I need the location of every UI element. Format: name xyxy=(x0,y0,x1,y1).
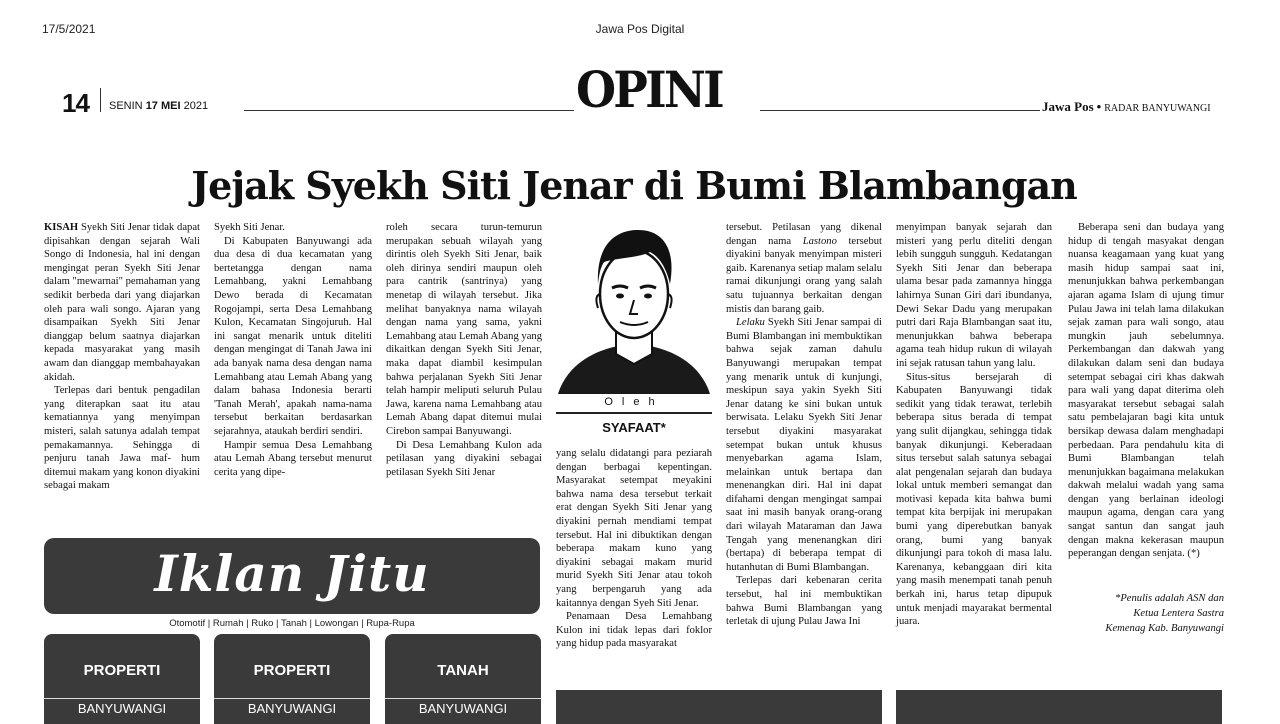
paragraph: Terlepas dari kebenaran cerita tersebut, hal ini membuktikan bahwa Bumi Blambangan yang terletak di ujung Pulau Jawa Ini xyxy=(726,575,882,628)
paragraph: menyimpan banyak sejarah dan misteri yang perlu diteliti dengan lebih sungguh sungguh. Kedatangan Syekh Siti Jenar dan beberapa ulama besar pada zamannya hingga lahirnya Sunan Giri dari ibundanya, Dewi Sekar Dadu yang merupakan putri dari Raja Blambangan saat itu, menunjukkan bahwa beberapa agama teah hidup rukun di wilayah ini sejak ratusan tahun yang lalu. xyxy=(896,222,1052,369)
lead-word: KISAH xyxy=(44,222,79,233)
author-portrait-icon xyxy=(558,222,710,394)
paragraph: Di Kabupaten Banyuwangi ada dua desa di dua kecamatan yang bertetangga dengan nama Lemahbang, yakni Lemahbang Dewo berada di Kecamatan Rogojampi, serta Desa Lemahbang Kulon, Kecamatan Singojuruh. Hal ini sangat menarik untuk diteliti dengan mengingat di Tanah Jawa ini ada banyak nama desa dengan nama Lemahbang atau Lemah Abang yang dalam bahasa Indonesia berarti 'Tanah Merah', apakah nama-nama tersebut berkaitan berdasarkan sejarahnya, ataukah berdiri sendiri. xyxy=(214,235,372,437)
ad-box-tanah xyxy=(385,634,541,724)
author-box xyxy=(556,222,712,440)
paragraph: Beberapa seni dan budaya yang hidup di tengah masyakat dengan nuansa keagamaan yang kuat yang masih hidup sampai saat ini, menunjukkan bahwa perkembangan ajaran agama Islam di ujung timur Pulau Jawa ini telah lama dilakukan sejak zaman para wali songo, atau mungkin jauh sebelumnya. Perkembangan dan dakwah yang dilakukan dalam seni dan budaya setempat sebagai ciri khas dakwah para wali yang dapat diterima oleh masyarakat tersebut sebagai salah satu pembelajaran bagi kita untuk bersikap dewasa dalam menghadapi perbedaan. Para pendahulu kita di Bumi Blambangan telah menunjukkan bagaimana melakukan dakwah melalui wadah yang sama dengan yang berlainan ideologi maupun agama, dengan cara yang sangat santun dan sangat jauh dengan makna kekerasan maupun peperangan dengan senjata. (*) xyxy=(1068,222,1224,560)
ad-box-sub: BANYUWANGI xyxy=(44,698,200,716)
paragraph-text: tersebut diyakini banyak menyimpan misteri gaib. Karenanya setiap malam selalu ramai dikunjungi orang yang salah satu tujuannya berkaitan dengan mistis dan barang gaib. xyxy=(726,235,882,315)
bottom-dark-panel xyxy=(556,690,882,724)
ad-categories: Otomotif | Rumah | Ruko | Tanah | Lowongan | Rupa-Rupa xyxy=(169,618,415,629)
issue-year: 2021 xyxy=(183,100,209,112)
article-column-2 xyxy=(214,221,372,479)
bottom-dark-panel xyxy=(896,690,1222,724)
article-column-3b xyxy=(556,447,712,651)
page-number: 14 xyxy=(62,88,89,118)
paragraph: roleh secara turun-temurun merupakan sebuah wilayah yang dirintis oleh Syekh Siti Jenar, baik oleh dirinya sendiri maupun oleh para cantrik (santrinya) yang menetap di wilayah tersebut. Jika melihat banyaknya nama wilayah dengan nama yang sama, yakni Lemahbang atau Lemah Abang yang dikaitkan dengan Syekh Siti Jenar, maka dapat diambil kesimpulan bahwa perjalanan Syekh Siti Jenar telah hampir meliputi seluruh Pulau Jawa, karena nama Lemahbang atau Lemah Abang dapat ditemui mulai Cirebon sampai Banyuwangi. xyxy=(386,222,542,437)
paragraph xyxy=(726,221,882,316)
paragraph-text: Syekh Siti Jenar sampai di Bumi Blambangan ini membuktikan bahwa sejak zaman dahulu Banyuwangi merupakan tempat yang menarik untuk di kunjungi, meskipun saya yakin Syekh Siti Jenar datang ke sini bukan untuk berwisata. Lelaku Syekh Siti Jenar tersebut diyakini masyarakat setempat bukan untuk khusus menyebarkan agama Islam, melainkan untuk bertapa dan menenangkan diri. Hal ini dapat difahami dengan mengingat sampai saat ini masih banyak orang-orang dari wilayah Mataraman dan Jawa Tengah yang menenangkan diri (bertapa) di beberapa tempat di hutanhutan di Bumi Blambangan. xyxy=(726,317,882,573)
masthead xyxy=(62,60,1242,119)
ad-box-title: PROPERTI xyxy=(253,662,331,679)
issue-date-bold: 17 MEI xyxy=(145,100,181,112)
ad-box-sub: BANYUWANGI xyxy=(214,698,370,716)
brand-sub: RADAR BANYUWANGI xyxy=(1104,103,1211,114)
issue-day: SENIN xyxy=(109,100,143,112)
print-date: 17/5/2021 xyxy=(42,22,96,36)
italic-term: Lastono xyxy=(802,235,837,247)
author-name: SYAFAAT* xyxy=(602,420,666,435)
author-rule xyxy=(556,412,712,414)
paragraph: yang selalu didatangi para peziarah dengan berbagai kepentingan. Masyarakat setempat meyakini bahwa nama desa tersebut terkait erat dengan Syekh Siti Jenar yang diyakini pernah mendiami tempat tersebut. Hal ini dibuktikan dengan beberapa makam kuno yang diyakini sebagai makam murid murid Syekh Siti Jenar atau tokoh yang berpengaruh yang ada kaitannya dengan Syeh Siti Jenar. xyxy=(556,448,712,609)
paragraph: Di Desa Lemahbang Kulon ada petilasan yang diyakini sebagai petilasan Syekh Siti Jenar xyxy=(386,439,542,478)
paragraph-text: tersebut. Petilasan yang dikenal dengan nama xyxy=(726,222,882,247)
article-column-1 xyxy=(44,221,200,493)
paragraph: Hampir semua Desa Lemahbang atau Lemah Abang tersebut menurut cerita yang dipe- xyxy=(214,439,372,478)
ad-box-sub: BANYUWANGI xyxy=(385,698,541,716)
ad-box-title: TANAH xyxy=(437,662,489,679)
brand-separator: • xyxy=(1096,99,1102,114)
author-note-line: Kemenag Kab. Banyuwangi xyxy=(1105,622,1224,634)
ad-box-properti xyxy=(44,634,200,724)
author-note-line: *Penulis adalah ASN dan xyxy=(1115,592,1224,604)
paragraph xyxy=(726,316,882,574)
author-note-line: Ketua Lentera Sastra xyxy=(1133,607,1224,619)
issue-date xyxy=(109,100,208,112)
masthead-rule-right xyxy=(760,110,1040,111)
article-column-3 xyxy=(386,221,542,479)
brand xyxy=(1042,99,1211,115)
page-number-divider xyxy=(100,88,101,112)
ad-box-properti-2 xyxy=(214,634,370,724)
paragraph: Situs-situs bersejarah di Kabupaten Banyuwangi tidak sedikit yang tidak terawat, terlebih beberapa situs berada di tempat yang sulit dijangkau, sehingga tidak banyak dikunjungi. Keberadaan situs tersebut salah satunya sebagai alat pengenalan sejarah dan budaya lokal untuk memberi semangat dan motivasi kepada kita bahwa bumi tempat kita berpijak ini merupakan bumi yang diperebutkan banyak orang, bumi yang banyak dikunjungi para tokoh di masa lalu. Karenanya, kebanggaan diri kita yang masih menempati tanah penuh berkah ini, harus tetap dipupuk untuk menjadi mayarakat bermental juara. xyxy=(896,371,1052,628)
article-column-4 xyxy=(726,221,882,629)
paragraph: Syekh Siti Jenar. xyxy=(214,222,285,233)
article-column-5 xyxy=(896,221,1052,629)
author-by-label: Oleh xyxy=(604,396,664,408)
article-headline: Jejak Syekh Siti Jenar di Bumi Blambangan xyxy=(191,163,1077,208)
section-title: OPINI xyxy=(576,60,722,119)
italic-term: Lelaku xyxy=(736,317,765,329)
brand-name: Jawa Pos xyxy=(1042,99,1094,114)
article-column-6 xyxy=(1068,221,1224,636)
ad-banner xyxy=(44,538,540,614)
print-title: Jawa Pos Digital xyxy=(595,22,685,36)
paragraph xyxy=(44,221,200,384)
ad-banner-title: Iklan Jitu xyxy=(154,544,430,603)
author-note xyxy=(1068,591,1224,636)
paragraph-text: Syekh Siti Jenar tidak dapat dipisahkan dengan sejarah Wali Songo di Indonesia, hal ini dengan mengingat peran Syekh Siti Jenar dalam "mewarnai" pemahaman yang sedikit berbeda dari yang diajarkan oleh para wali songo. Ajaran yang disampaikan Syekh Siti Jenar dianggap belum saatnya diajarkan kepada masyarakat yang masih awam dan dianggap membahayakan akidah. xyxy=(44,222,201,383)
masthead-rule-left xyxy=(244,110,574,111)
paragraph: Terlepas dari bentuk pengadilan yang diterapkan saat itu atau kematiannya yang menyimpan misteri, salah satunya adalah tempat pemakamannya. Sehingga di penjuru tanah Jawa maf- hum ditemui makam yang konon diyakini sebagai makam xyxy=(44,385,200,492)
paragraph: Penamaan Desa Lemahbang Kulon ini tidak lepas dari foklor yang hidup pada masyarakat xyxy=(556,611,712,650)
ad-box-title: PROPERTI xyxy=(83,662,161,679)
